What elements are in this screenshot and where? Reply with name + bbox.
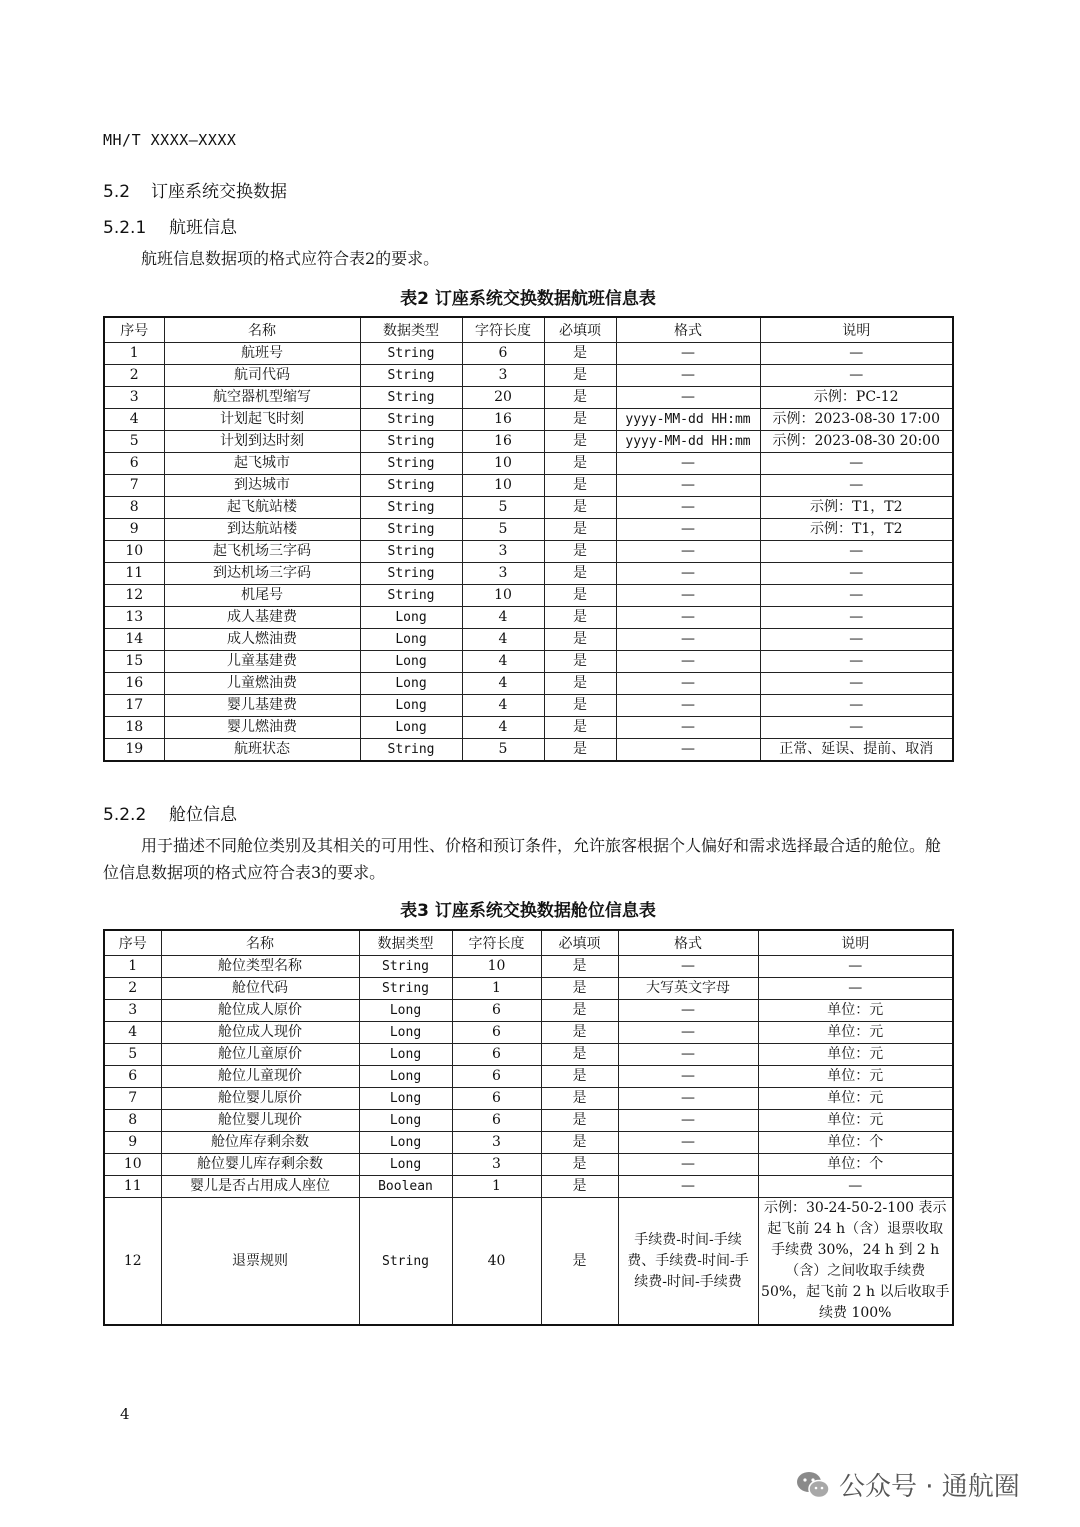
table-cell: 到达航站楼	[164, 519, 360, 541]
header-cell: 名称	[164, 317, 360, 343]
table-row	[104, 739, 953, 762]
table-cell: 11	[104, 1176, 161, 1198]
table-cell: 18	[104, 717, 164, 739]
table-cell: —	[616, 387, 760, 409]
header-cell: 格式	[618, 930, 758, 956]
table-cell: Long	[360, 673, 462, 695]
header-cell: 格式	[616, 317, 760, 343]
document-header: MH/T XXXX—XXXX	[103, 131, 237, 149]
table-cell: —	[760, 651, 953, 673]
table-cell: 是	[544, 629, 616, 651]
table-cell: —	[616, 453, 760, 475]
table-cell: 1	[452, 1176, 541, 1198]
table-cell: 12	[104, 1198, 161, 1326]
table-cell: 航班状态	[164, 739, 360, 762]
table-cell: 是	[541, 1110, 618, 1132]
table-cell: 9	[104, 1132, 161, 1154]
table-cell: 单位：元	[758, 1066, 953, 1088]
table-cell: yyyy-MM-dd HH:mm	[616, 431, 760, 453]
table-cell: 单位：个	[758, 1154, 953, 1176]
table-cell: —	[760, 695, 953, 717]
table-cell: 8	[104, 497, 164, 519]
table-cell: 5	[462, 739, 544, 762]
table-cell: 婴儿是否占用成人座位	[161, 1176, 359, 1198]
table-cell: String	[359, 1198, 452, 1326]
page-number: 4	[120, 1405, 130, 1423]
table-cell: 19	[104, 739, 164, 762]
section-number: 5.2	[103, 182, 131, 202]
table-row	[104, 956, 953, 978]
table-cell: 是	[544, 453, 616, 475]
table-cell: 舱位代码	[161, 978, 359, 1000]
table-cell: 6	[452, 1110, 541, 1132]
table-cell: String	[360, 453, 462, 475]
table-cell: String	[360, 431, 462, 453]
table-cell: —	[616, 343, 760, 365]
table-cell: 示例：2023-08-30 17:00	[760, 409, 953, 431]
subsection-title: 航班信息	[169, 218, 237, 238]
header-cell: 字符长度	[462, 317, 544, 343]
table-row	[104, 409, 953, 431]
table-cell: 儿童基建费	[164, 651, 360, 673]
table-cell: —	[616, 497, 760, 519]
table-row	[104, 717, 953, 739]
table-cell: 是	[541, 1198, 618, 1326]
table-cell: 6	[452, 1066, 541, 1088]
table-cell: —	[760, 607, 953, 629]
subsection-heading-1	[103, 213, 237, 238]
table-cell: 20	[462, 387, 544, 409]
table-row	[104, 1176, 953, 1198]
table-cell: 机尾号	[164, 585, 360, 607]
table-cell: —	[618, 1088, 758, 1110]
table-cell: —	[616, 365, 760, 387]
table-cell: 是	[541, 956, 618, 978]
table-cell: —	[760, 563, 953, 585]
header-cell: 必填项	[541, 930, 618, 956]
table-cell: 单位：元	[758, 1044, 953, 1066]
subsection-number: 5.2.2	[103, 805, 147, 825]
table-row	[104, 519, 953, 541]
table-cell: —	[616, 541, 760, 563]
paragraph-2: 用于描述不同舱位类别及其相关的可用性、价格和预订条件，允许旅客根据个人偏好和需求选择最合适的舱位。舱位信息数据项的格式应符合表3的要求。	[103, 836, 942, 882]
table-cell: 婴儿燃油费	[164, 717, 360, 739]
table-cell: 10	[104, 1154, 161, 1176]
table-cell: 单位：元	[758, 1110, 953, 1132]
table-cell: 示例：2023-08-30 20:00	[760, 431, 953, 453]
table-row	[104, 585, 953, 607]
table-cell: Long	[359, 1110, 452, 1132]
table-cell: 舱位类型名称	[161, 956, 359, 978]
table-cell: 是	[544, 673, 616, 695]
table-cell: 17	[104, 695, 164, 717]
header-cell: 数据类型	[360, 317, 462, 343]
table-cell: Long	[359, 1154, 452, 1176]
table-cell: 10	[462, 453, 544, 475]
table-cell: 起飞机场三字码	[164, 541, 360, 563]
table-cell: Long	[360, 717, 462, 739]
table-cell: 是	[544, 607, 616, 629]
table-cell: 是	[544, 409, 616, 431]
table-cell: 是	[541, 1132, 618, 1154]
table-cell: 是	[544, 431, 616, 453]
table-cell: —	[760, 453, 953, 475]
table-cell: String	[360, 739, 462, 762]
table-cell: 4	[462, 651, 544, 673]
table-cell: —	[616, 695, 760, 717]
table-cell: 4	[462, 717, 544, 739]
table2-caption: 表2 订座系统交换数据航班信息表	[400, 289, 656, 309]
section-heading	[103, 177, 287, 202]
table-cell: 5	[104, 1044, 161, 1066]
table-cell: —	[760, 717, 953, 739]
table-cell: —	[618, 1132, 758, 1154]
table-cell: 6	[452, 1000, 541, 1022]
table-cell: 单位：元	[758, 1022, 953, 1044]
table-cell: —	[758, 978, 953, 1000]
table-cell: 单位：元	[758, 1088, 953, 1110]
table-cell: 4	[104, 409, 164, 431]
table-cell: 5	[462, 519, 544, 541]
table-cell: 40	[452, 1198, 541, 1326]
table-cell: 是	[544, 387, 616, 409]
table-cell: —	[616, 607, 760, 629]
table-row	[104, 387, 953, 409]
table-cell: String	[360, 519, 462, 541]
table-cell: 航空器机型缩写	[164, 387, 360, 409]
table-cell: String	[359, 956, 452, 978]
table-cell: 儿童燃油费	[164, 673, 360, 695]
table-cell: Long	[359, 1066, 452, 1088]
table-cell: String	[360, 497, 462, 519]
table-cell: 10	[462, 585, 544, 607]
table-cell: 7	[104, 1088, 161, 1110]
table-cell: —	[758, 1176, 953, 1198]
table-cell: 2	[104, 978, 161, 1000]
table-cell: 到达城市	[164, 475, 360, 497]
table-cell: Long	[359, 1022, 452, 1044]
header-cell: 说明	[760, 317, 953, 343]
table-cell: 6	[104, 1066, 161, 1088]
table-cell: —	[616, 475, 760, 497]
table-cell: —	[758, 956, 953, 978]
table-cell: 正常、延误、提前、取消	[760, 739, 953, 762]
table-cell: 12	[104, 585, 164, 607]
table-cell: 8	[104, 1110, 161, 1132]
table-cell: String	[360, 475, 462, 497]
table-cell: 6	[462, 343, 544, 365]
table-row	[104, 1066, 953, 1088]
table-header-row	[104, 317, 953, 343]
table-cell: 10	[462, 475, 544, 497]
table-cell: 5	[462, 497, 544, 519]
table-cell: —	[760, 343, 953, 365]
table-cell: Long	[360, 629, 462, 651]
table-cell: 舱位成人现价	[161, 1022, 359, 1044]
header-cell: 数据类型	[359, 930, 452, 956]
table-row	[104, 541, 953, 563]
watermark-text: 公众号 · 通航圈	[839, 1472, 1020, 1502]
table-cell: 11	[104, 563, 164, 585]
table-cell: 4	[462, 607, 544, 629]
table-cell: 是	[544, 475, 616, 497]
table-row	[104, 673, 953, 695]
table-cell: Boolean	[359, 1176, 452, 1198]
table-cell: —	[618, 1066, 758, 1088]
table-cell: 示例：T1，T2	[760, 497, 953, 519]
table-cell: Long	[360, 695, 462, 717]
table-cell: 13	[104, 607, 164, 629]
table-cell: String	[360, 387, 462, 409]
table-row	[104, 629, 953, 651]
table-cell: Long	[359, 1088, 452, 1110]
header-cell: 说明	[758, 930, 953, 956]
table-cell: —	[616, 673, 760, 695]
table-cell: 是	[541, 1088, 618, 1110]
table-cell: 舱位库存剩余数	[161, 1132, 359, 1154]
table-cell: —	[760, 475, 953, 497]
table-cell: —	[618, 1000, 758, 1022]
table-cell: 是	[544, 651, 616, 673]
table-cell: 1	[452, 978, 541, 1000]
table-cell: —	[760, 365, 953, 387]
header-cell: 名称	[161, 930, 359, 956]
table-cell: 3	[104, 387, 164, 409]
table-cell: 单位：元	[758, 1000, 953, 1022]
table-row	[104, 1198, 953, 1326]
table-cell: 示例：30-24-50-2-100 表示起飞前 24 h（含）退票收取手续费 30%，24 h 到 2 h（含）之间收取手续费 50%，起飞前 2 h 以后收取手续费 100%	[758, 1198, 953, 1326]
table-cell: String	[360, 563, 462, 585]
cabin-info-table	[103, 929, 954, 1326]
table-cell: 1	[104, 956, 161, 978]
header-cell: 字符长度	[452, 930, 541, 956]
table-cell: 4	[462, 695, 544, 717]
table-row	[104, 563, 953, 585]
table-cell: 7	[104, 475, 164, 497]
table-cell: —	[618, 1022, 758, 1044]
table-cell: 4	[104, 1022, 161, 1044]
table-cell: —	[616, 629, 760, 651]
table-cell: 大写英文字母	[618, 978, 758, 1000]
table-cell: 是	[544, 519, 616, 541]
table-header-row	[104, 930, 953, 956]
table-cell: 航班号	[164, 343, 360, 365]
table-row	[104, 978, 953, 1000]
table-cell: —	[618, 1044, 758, 1066]
table-cell: 到达机场三字码	[164, 563, 360, 585]
table-cell: 是	[544, 365, 616, 387]
table-row	[104, 1154, 953, 1176]
table-cell: —	[760, 629, 953, 651]
table-cell: 10	[104, 541, 164, 563]
table-row	[104, 497, 953, 519]
table-cell: —	[616, 585, 760, 607]
table-cell: 是	[541, 1066, 618, 1088]
table-cell: 3	[462, 541, 544, 563]
table-row	[104, 1132, 953, 1154]
table-cell: 2	[104, 365, 164, 387]
table-cell: —	[616, 563, 760, 585]
table-row	[104, 1044, 953, 1066]
table-cell: 10	[452, 956, 541, 978]
table-row	[104, 343, 953, 365]
table-cell: String	[360, 585, 462, 607]
table-cell: —	[760, 673, 953, 695]
table-cell: 舱位成人原价	[161, 1000, 359, 1022]
table-cell: 舱位婴儿原价	[161, 1088, 359, 1110]
section-title: 订座系统交换数据	[151, 182, 287, 202]
table-cell: 是	[544, 739, 616, 762]
table-cell: 16	[104, 673, 164, 695]
table-cell: 3	[452, 1132, 541, 1154]
table-cell: —	[760, 585, 953, 607]
table-cell: —	[618, 1110, 758, 1132]
table-cell: 是	[544, 343, 616, 365]
header-cell: 必填项	[544, 317, 616, 343]
table-cell: String	[360, 343, 462, 365]
table-cell: 是	[544, 541, 616, 563]
table-cell: —	[616, 651, 760, 673]
table-cell: 是	[541, 1154, 618, 1176]
table-cell: 计划起飞时刻	[164, 409, 360, 431]
table-cell: —	[618, 1154, 758, 1176]
table-cell: 16	[462, 409, 544, 431]
table-cell: 成人燃油费	[164, 629, 360, 651]
table-cell: 手续费-时间-手续费、手续费-时间-手续费-时间-手续费	[618, 1198, 758, 1326]
table-row	[104, 1110, 953, 1132]
table-row	[104, 431, 953, 453]
table-cell: 示例：PC-12	[760, 387, 953, 409]
table-cell: —	[616, 739, 760, 762]
table-cell: 是	[544, 585, 616, 607]
table-cell: —	[616, 519, 760, 541]
table-cell: 示例：T1，T2	[760, 519, 953, 541]
table-row	[104, 365, 953, 387]
table-cell: 是	[541, 978, 618, 1000]
table-cell: 成人基建费	[164, 607, 360, 629]
table-cell: 舱位婴儿现价	[161, 1110, 359, 1132]
table-cell: 舱位儿童原价	[161, 1044, 359, 1066]
table-cell: 3	[462, 365, 544, 387]
table-cell: String	[359, 978, 452, 1000]
table-cell: 4	[462, 673, 544, 695]
table-cell: 航司代码	[164, 365, 360, 387]
table-cell: 6	[104, 453, 164, 475]
table-cell: 5	[104, 431, 164, 453]
table-cell: 舱位儿童现价	[161, 1066, 359, 1088]
subsection-title: 舱位信息	[169, 805, 237, 825]
table-cell: 6	[452, 1022, 541, 1044]
table-row	[104, 695, 953, 717]
table-cell: 计划到达时刻	[164, 431, 360, 453]
table-row	[104, 1088, 953, 1110]
table-cell: 6	[452, 1044, 541, 1066]
table-cell: 舱位婴儿库存剩余数	[161, 1154, 359, 1176]
table-cell: 单位：个	[758, 1132, 953, 1154]
table-row	[104, 475, 953, 497]
table-cell: yyyy-MM-dd HH:mm	[616, 409, 760, 431]
table-cell: 是	[544, 563, 616, 585]
header-cell: 序号	[104, 317, 164, 343]
table-cell: String	[360, 541, 462, 563]
table-cell: 3	[462, 563, 544, 585]
table-row	[104, 453, 953, 475]
table-cell: 是	[544, 695, 616, 717]
table-cell: —	[618, 956, 758, 978]
table-cell: Long	[360, 651, 462, 673]
table-cell: String	[360, 409, 462, 431]
table-cell: 是	[541, 1022, 618, 1044]
table-cell: —	[760, 541, 953, 563]
table-cell: 是	[541, 1176, 618, 1198]
table-cell: String	[360, 365, 462, 387]
header-cell: 序号	[104, 930, 161, 956]
table-row	[104, 1000, 953, 1022]
table-cell: 退票规则	[161, 1198, 359, 1326]
table-cell: Long	[359, 1044, 452, 1066]
table-cell: 14	[104, 629, 164, 651]
table-cell: 16	[462, 431, 544, 453]
table-cell: 6	[452, 1088, 541, 1110]
table-cell: 婴儿基建费	[164, 695, 360, 717]
table-cell: 15	[104, 651, 164, 673]
table-cell: 是	[541, 1000, 618, 1022]
wechat-icon	[795, 1470, 831, 1500]
table-row	[104, 651, 953, 673]
table-cell: 3	[104, 1000, 161, 1022]
table-cell: 3	[452, 1154, 541, 1176]
table-cell: 是	[544, 497, 616, 519]
table-row	[104, 1022, 953, 1044]
flight-info-table	[103, 316, 954, 762]
table-cell: —	[616, 717, 760, 739]
table-cell: 起飞航站楼	[164, 497, 360, 519]
table-cell: 是	[544, 717, 616, 739]
table-cell: —	[618, 1176, 758, 1198]
table-cell: 起飞城市	[164, 453, 360, 475]
table-cell: Long	[359, 1000, 452, 1022]
subsection-number: 5.2.1	[103, 218, 147, 238]
paragraph-1: 航班信息数据项的格式应符合表2的要求。	[141, 249, 440, 268]
table-cell: 1	[104, 343, 164, 365]
table-cell: Long	[360, 607, 462, 629]
table-cell: 4	[462, 629, 544, 651]
table-cell: Long	[359, 1132, 452, 1154]
subsection-heading-2	[103, 800, 237, 825]
table-row	[104, 607, 953, 629]
table-cell: 是	[541, 1044, 618, 1066]
table-cell: 9	[104, 519, 164, 541]
table3-caption: 表3 订座系统交换数据舱位信息表	[400, 901, 656, 921]
watermark	[795, 1466, 1020, 1503]
